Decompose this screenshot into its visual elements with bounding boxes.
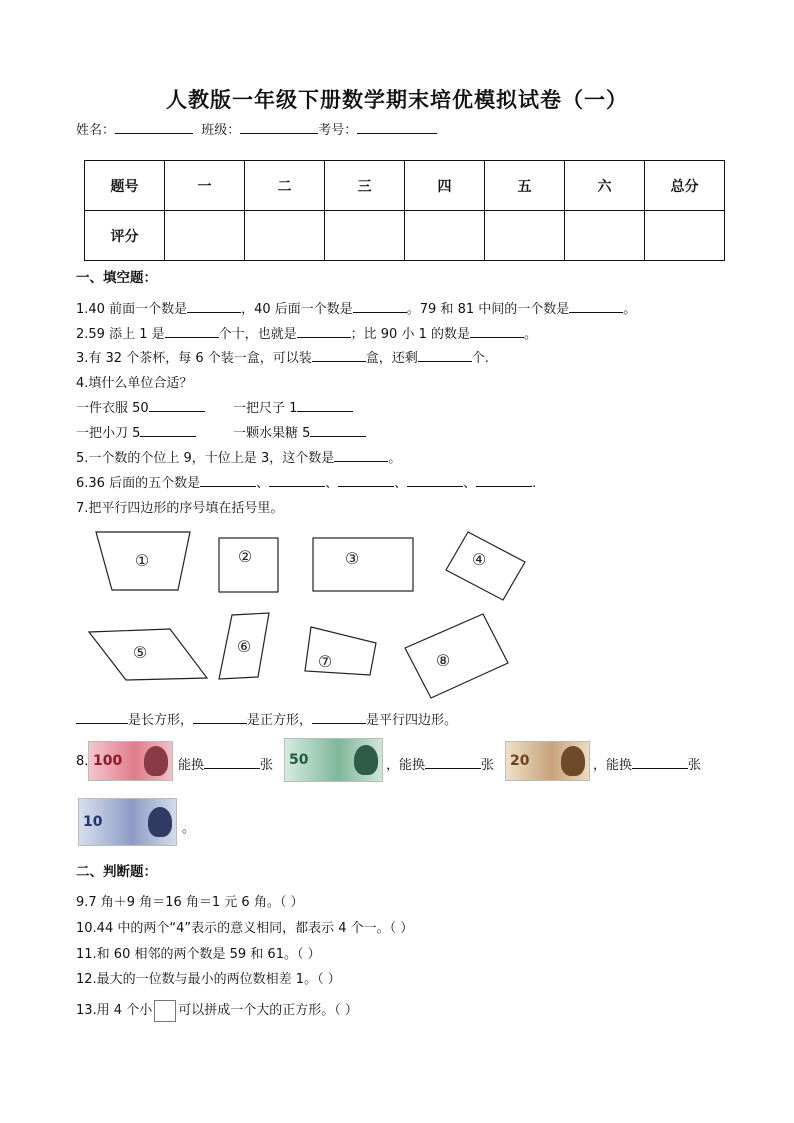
- small-square-icon: [154, 1000, 176, 1022]
- q8-unit-2: 张: [481, 758, 495, 773]
- q7-text-rectangle: 是长方形，: [128, 713, 194, 728]
- score-cell[interactable]: [565, 211, 645, 261]
- score-table: [84, 160, 725, 261]
- header-cell-total: 总分: [645, 161, 725, 211]
- question-6: [76, 472, 536, 491]
- q4-item3-text: 一把小刀 5: [76, 426, 141, 441]
- q4-blank-1[interactable]: [149, 399, 205, 412]
- q8-can-swap-2: ，能换: [386, 758, 426, 773]
- question-4-item-2: [233, 397, 353, 416]
- shapes-figure: [0, 520, 794, 705]
- shape-label-8: ⑧: [435, 651, 451, 670]
- question-7-answer: [76, 709, 457, 728]
- q1-blank-3[interactable]: [569, 300, 623, 313]
- question-4-item-1: [76, 397, 205, 416]
- q8-part-1: [178, 754, 273, 773]
- q6-sep: 、: [463, 476, 477, 491]
- q1-text-d: 。: [623, 302, 637, 317]
- q3-text-c: 个.: [471, 351, 489, 366]
- q2-text-d: 。: [523, 327, 537, 342]
- q6-sep: 、: [256, 476, 270, 491]
- question-10: 10.44 中的两个“4”表示的意义相同，都表示 4 个一。（ ）: [76, 921, 414, 936]
- q3-text-a: 3.有 32 个茶杯，每 6 个装一盒，可以装: [76, 351, 312, 366]
- class-label: 班级：: [201, 123, 241, 138]
- portrait-icon: [561, 746, 585, 776]
- shape-label-6: ⑥: [236, 637, 252, 656]
- question-4-title: 4.填什么单位合适？: [76, 376, 193, 391]
- q6-text: 6.36 后面的五个数是: [76, 476, 201, 491]
- q5-blank[interactable]: [334, 449, 388, 462]
- q4-item4-text: 一颗水果糖 5: [233, 426, 311, 441]
- q1-blank-1[interactable]: [187, 300, 241, 313]
- shape-rectangle-3: [313, 538, 413, 591]
- q5-text-a: 5.一个数的个位上 9，十位上是 3，这个数是: [76, 451, 335, 466]
- header-cell-3: 三: [325, 161, 405, 211]
- q8-number: 8.: [76, 754, 89, 769]
- q8-part-3: [593, 754, 701, 773]
- q2-text-b: 个十，也就是: [218, 327, 297, 342]
- q6-blank-1[interactable]: [200, 474, 256, 487]
- q4-blank-3[interactable]: [140, 424, 196, 437]
- score-table-header-row: [85, 161, 725, 211]
- score-label-cell: 评分: [85, 211, 165, 261]
- q5-text-b: 。: [388, 451, 402, 466]
- question-2: [76, 323, 537, 342]
- q8-blank-1[interactable]: [204, 756, 260, 769]
- question-3: [76, 347, 489, 366]
- q2-blank-3[interactable]: [470, 325, 524, 338]
- banknote-20: [505, 741, 590, 781]
- question-11: 11.和 60 相邻的两个数是 59 和 61。（ ）: [76, 947, 321, 962]
- page-title: 人教版一年级下册数学期末培优模拟试卷（一）: [166, 88, 628, 112]
- header-cell-6: 六: [565, 161, 645, 211]
- q1-blank-2[interactable]: [353, 300, 407, 313]
- score-cell[interactable]: [325, 211, 405, 261]
- q3-blank-1[interactable]: [312, 349, 366, 362]
- score-cell[interactable]: [645, 211, 725, 261]
- q8-blank-2[interactable]: [425, 756, 481, 769]
- score-cell[interactable]: [245, 211, 325, 261]
- q3-text-b: 盒，还剩: [365, 351, 418, 366]
- question-5: [76, 447, 401, 466]
- q2-blank-1[interactable]: [165, 325, 219, 338]
- portrait-icon: [148, 807, 172, 837]
- q4-blank-4[interactable]: [310, 424, 366, 437]
- q6-blank-3[interactable]: [338, 474, 394, 487]
- q1-text-c: 。79 和 81 中间的一个数是: [406, 302, 570, 317]
- q7-blank-parallelogram[interactable]: [312, 711, 366, 724]
- q4-item1-text: 一件衣服 50: [76, 401, 149, 416]
- banknote-100-value: 100: [93, 753, 123, 769]
- q13-text-b: 可以拼成一个大的正方形。（ ）: [178, 1003, 358, 1018]
- score-cell[interactable]: [405, 211, 485, 261]
- shape-parallelogram-5: [89, 629, 207, 680]
- section-heading-fill-in: 一、填空题：: [76, 270, 157, 286]
- q6-sep: 、: [325, 476, 339, 491]
- class-blank[interactable]: [240, 121, 318, 134]
- shape-label-2: ②: [237, 547, 253, 566]
- q8-end: 。: [182, 821, 196, 836]
- header-cell-5: 五: [485, 161, 565, 211]
- q2-blank-2[interactable]: [297, 325, 351, 338]
- q7-text-square: 是正方形，: [247, 713, 313, 728]
- q3-blank-2[interactable]: [418, 349, 472, 362]
- q2-text-a: 2.59 添上 1 是: [76, 327, 165, 342]
- header-cell-number: 题号: [85, 161, 165, 211]
- exam-label: 考号：: [318, 123, 358, 138]
- shape-label-3: ③: [344, 549, 360, 568]
- question-1: [76, 298, 636, 317]
- q6-blank-2[interactable]: [269, 474, 325, 487]
- q8-can-swap-1: 能换: [178, 758, 205, 773]
- shape-label-1: ①: [134, 551, 150, 570]
- name-label: 姓名：: [76, 123, 116, 138]
- score-cell[interactable]: [165, 211, 245, 261]
- q4-item2-text: 一把尺子 1: [233, 401, 298, 416]
- score-table-score-row: [85, 211, 725, 261]
- q8-part-2: [386, 754, 494, 773]
- banknote-10-value: 10: [83, 814, 103, 830]
- header-cell-2: 二: [245, 161, 325, 211]
- exam-number-blank[interactable]: [357, 121, 437, 134]
- q7-text-parallelogram: 是平行四边形。: [366, 713, 458, 728]
- q8-unit-3: 张: [688, 758, 702, 773]
- q8-can-swap-3: ，能换: [593, 758, 633, 773]
- student-info-row: [76, 119, 437, 138]
- q7-blank-square[interactable]: [193, 711, 247, 724]
- banknote-20-value: 20: [510, 753, 530, 769]
- name-blank[interactable]: [115, 121, 193, 134]
- score-cell[interactable]: [485, 211, 565, 261]
- question-4-item-3: [76, 422, 196, 441]
- q6-sep: 、: [394, 476, 408, 491]
- shape-label-7: ⑦: [317, 652, 333, 671]
- q6-end: .: [532, 476, 537, 491]
- banknote-50-value: 50: [289, 752, 309, 768]
- question-4-item-4: [233, 422, 366, 441]
- q7-blank-rectangle[interactable]: [76, 711, 128, 724]
- question-9: 9.7 角＋9 角＝16 角＝1 元 6 角。（ ）: [76, 895, 304, 910]
- header-cell-1: 一: [165, 161, 245, 211]
- q13-text-a: 13.用 4 个小: [76, 1003, 153, 1018]
- question-13: [76, 999, 358, 1022]
- q6-blank-4[interactable]: [407, 474, 463, 487]
- question-12: 12.最大的一位数与最小的两位数相差 1。（ ）: [76, 972, 341, 987]
- banknote-10: [78, 798, 177, 846]
- q2-text-c: ；比 90 小 1 的数是: [350, 327, 470, 342]
- shape-rectangle-8: [405, 614, 508, 698]
- q1-text-b: ，40 后面一个数是: [241, 302, 353, 317]
- section-heading-true-false: 二、判断题：: [76, 864, 157, 880]
- shape-quadrilateral-7: [305, 627, 376, 675]
- question-7-title: 7.把平行四边形的序号填在括号里。: [76, 501, 284, 516]
- q8-unit-1: 张: [260, 758, 274, 773]
- banknote-50: [284, 738, 383, 782]
- portrait-icon: [144, 746, 168, 776]
- shape-label-5: ⑤: [132, 643, 148, 662]
- q4-blank-2[interactable]: [297, 399, 353, 412]
- portrait-icon: [354, 745, 378, 775]
- header-cell-4: 四: [405, 161, 485, 211]
- q1-text-a: 1.40 前面一个数是: [76, 302, 188, 317]
- shape-label-4: ④: [471, 550, 487, 569]
- q8-blank-3[interactable]: [632, 756, 688, 769]
- banknote-100: [88, 741, 173, 781]
- q6-blank-5[interactable]: [476, 474, 532, 487]
